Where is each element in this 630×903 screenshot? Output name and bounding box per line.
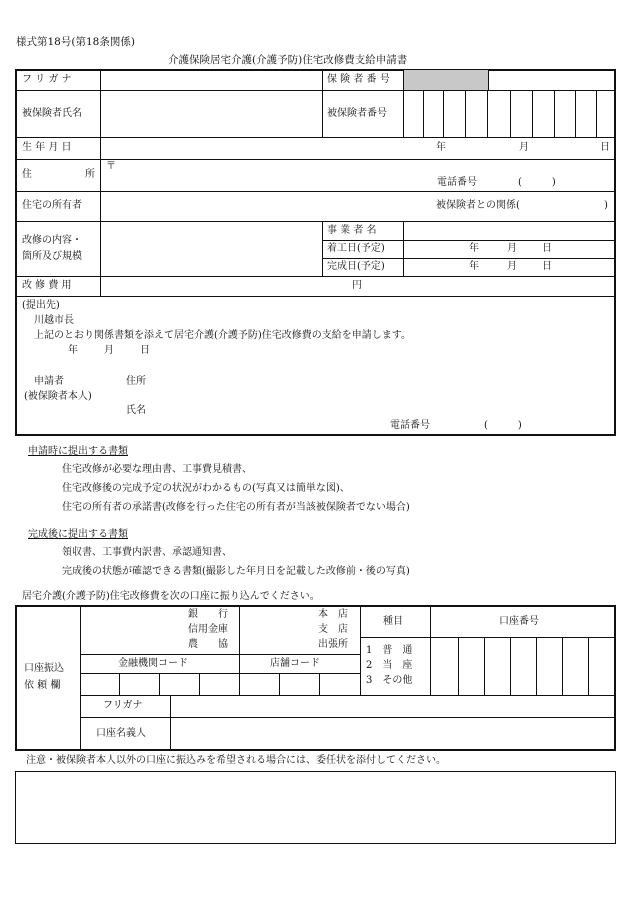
applicant-name-label: 氏名 xyxy=(126,405,146,416)
form-number: 様式第18号(第18条関係) xyxy=(16,36,135,48)
holder-furigana-field[interactable] xyxy=(171,696,615,716)
page-title: 介護保険居宅介護(介護予防)住宅改修費支給申請書 xyxy=(168,54,408,66)
start-year: 年 xyxy=(469,243,479,254)
account-kind-option: 3 その他 xyxy=(366,675,413,686)
start-day: 日 xyxy=(542,243,552,254)
apply-doc-item: 住宅改修後の完成予定の状況がわかるもの(写真又は簡単な図)、 xyxy=(62,483,350,494)
cost-unit: 円 xyxy=(352,280,362,291)
statement-month: 月 xyxy=(104,345,114,356)
bank-type-option: 農 協 xyxy=(188,639,228,650)
applicant-phone-parens: ( ) xyxy=(484,420,522,431)
complete-docs-heading: 完成後に提出する書類 xyxy=(28,529,128,540)
insured-name-field[interactable] xyxy=(101,91,321,136)
applicant-sub-label: (被保険者本人) xyxy=(24,391,92,402)
end-date-label: 完成日(予定) xyxy=(327,261,385,272)
apply-docs-heading: 申請時に提出する書類 xyxy=(28,446,128,457)
applicant-label: 申請者 xyxy=(34,376,64,387)
address-label-1: 住 xyxy=(22,169,32,180)
account-number-label: 口座番号 xyxy=(499,616,539,627)
bank-code-label: 金融機関コード xyxy=(118,658,188,669)
content-label-1: 改修の内容・ xyxy=(22,235,82,246)
address-label-2: 所 xyxy=(85,169,95,180)
cost-label: 改 修 費 用 xyxy=(22,280,72,291)
note-text: 注意・被保険者本人以外の口座に振込みを希望される場合には、委任状を添付してください。 xyxy=(26,755,446,766)
bank-section-label-1: 口座振込 xyxy=(24,663,64,674)
complete-doc-item: 完成後の状態が確認できる書類(撮影した年月日を記載した改修前・後の写真) xyxy=(62,566,410,577)
birth-year: 年 xyxy=(436,142,446,153)
birth-month: 月 xyxy=(519,142,529,153)
branch-type-option: 出張所 xyxy=(318,639,348,650)
birth-date-label: 生 年 月 日 xyxy=(22,142,72,153)
holder-furigana-label: フリガナ xyxy=(103,700,143,711)
insured-name-label: 被保険者氏名 xyxy=(22,108,82,119)
phone-label: 電話番号 xyxy=(437,177,477,188)
business-label: 事 業 者 名 xyxy=(327,225,377,236)
content-label-2: 箇所及び規模 xyxy=(22,251,82,262)
account-kind-option: 1 普 通 xyxy=(366,645,413,656)
bank-intro: 居宅介護(介護予防)住宅改修費を次の口座に振り込んでください。 xyxy=(22,591,320,602)
bank-type-option: 信用金庫 xyxy=(188,624,228,635)
apply-doc-item: 住宅の所有者の承諾書(改修を行った住宅の所有者が当該被保険者でない場合) xyxy=(62,502,410,513)
applicant-address-label: 住所 xyxy=(126,376,146,387)
statement-year: 年 xyxy=(68,345,78,356)
holder-name-label: 口座名義人 xyxy=(96,728,146,739)
furigana-field[interactable] xyxy=(101,71,321,89)
apply-doc-item: 住宅改修が必要な理由書、工事費見積書、 xyxy=(62,464,252,475)
branch-type-option: 本 店 xyxy=(318,609,348,620)
account-kind-label: 種目 xyxy=(383,616,403,627)
city-mayor: 川越市長 xyxy=(34,315,74,326)
relation-label: 被保険者との関係( xyxy=(436,200,520,211)
branch-type-option: 支 店 xyxy=(318,624,348,635)
furigana-label: フ リ ガ ナ xyxy=(22,74,72,85)
end-month: 月 xyxy=(507,261,517,272)
insurer-number-label: 保 険 者 番 号 xyxy=(327,74,390,85)
note-box[interactable] xyxy=(15,771,616,844)
end-day: 日 xyxy=(542,261,552,272)
start-date-label: 着工日(予定) xyxy=(327,243,385,254)
holder-name-field[interactable] xyxy=(171,718,615,749)
complete-doc-item: 領収書、工事費内訳書、承認通知書、 xyxy=(62,547,232,558)
owner-label: 住宅の所有者 xyxy=(22,200,82,211)
applicant-phone-label: 電話番号 xyxy=(390,420,430,431)
relation-close: ) xyxy=(604,200,608,211)
submit-to: (提出先) xyxy=(22,300,60,311)
bank-type-option: 銀 行 xyxy=(188,609,228,620)
phone-parens: ( ) xyxy=(518,177,556,188)
statement-body: 上記のとおり関係書類を添えて居宅介護(介護予防)住宅改修費の支給を申請します。 xyxy=(34,330,412,341)
start-month: 月 xyxy=(507,243,517,254)
insured-number-label: 被保険者番号 xyxy=(327,108,387,119)
birth-day: 日 xyxy=(600,142,610,153)
bank-section-label-2: 依 頼 欄 xyxy=(24,680,61,691)
statement-day: 日 xyxy=(140,345,150,356)
end-year: 年 xyxy=(469,261,479,272)
postal-mark: 〒 xyxy=(106,161,116,172)
branch-code-label: 店舗コード xyxy=(270,658,320,669)
account-kind-option: 2 当 座 xyxy=(366,660,413,671)
